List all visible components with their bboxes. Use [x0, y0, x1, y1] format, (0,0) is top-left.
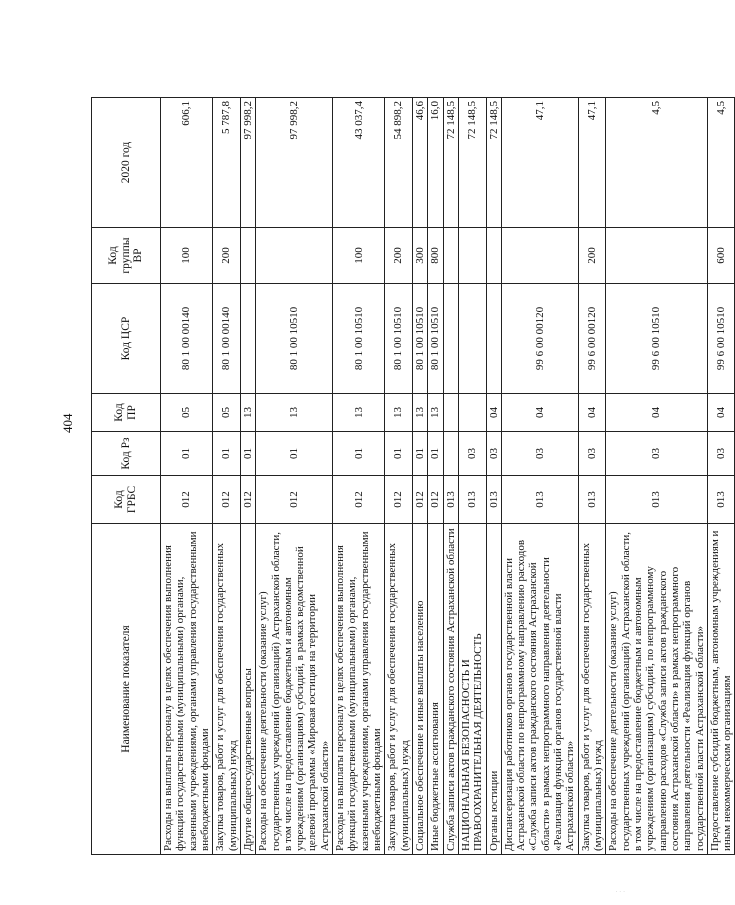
cell-rz: 01 [256, 432, 333, 476]
cell-vr [501, 228, 578, 284]
table-row [486, 98, 501, 855]
header-grbs: Код ГРБС [92, 476, 161, 524]
cell-value: 97 998,2 [240, 98, 255, 228]
cell-name: Расходы на выплаты персоналу в целях обеспечения выполнения функций государственными (муниципальными) органами, казенными учреждениями, органами управления государственными внебюджетными фондами [161, 524, 213, 855]
cell-rz: 01 [333, 432, 385, 476]
cell-name: Расходы на выплаты персоналу в целях обеспечения выполнения функций государственными (муниципальными) органами, казенными учреждениями, органами управления государственными внебюджетными фондами [333, 524, 385, 855]
cell-value: 4,5 [707, 98, 735, 228]
cell-name: Расходы на обеспечение деятельности (оказание услуг) государственных учреждений (организаций) Астраханской области, в том числе на предоставление бюджетным и автономным учреждениям (организациям) субсидий, в рамках ведомственной целевой программы «Мировая юстиция на территории Астраханской области» [256, 524, 333, 855]
cell-rz: 01 [161, 432, 213, 476]
cell-pr [458, 394, 486, 432]
cell-vr: 200 [213, 228, 241, 284]
cell-rz: 01 [240, 432, 255, 476]
cell-csr: 99 6 00 00120 [501, 284, 578, 394]
cell-pr: 05 [161, 394, 213, 432]
cell-grbs: 013 [606, 476, 708, 524]
cell-name: Социальное обеспечение и иные выплаты населению [412, 524, 427, 855]
cell-grbs: 012 [412, 476, 427, 524]
budget-table [91, 97, 735, 855]
table-row [213, 98, 241, 855]
cell-grbs: 012 [240, 476, 255, 524]
header-rz: Код Рз [92, 432, 161, 476]
cell-rz: 03 [458, 432, 486, 476]
table-row [161, 98, 213, 855]
header-csr: Код ЦСР [92, 284, 161, 394]
table-row [458, 98, 486, 855]
cell-rz: 03 [707, 432, 735, 476]
cell-csr: 80 1 00 10510 [333, 284, 385, 394]
cell-rz: 01 [213, 432, 241, 476]
cell-pr: 13 [428, 394, 443, 432]
table-row [428, 98, 443, 855]
cell-vr [458, 228, 486, 284]
cell-value: 5 787,8 [213, 98, 241, 228]
cell-csr: 80 1 00 00140 [213, 284, 241, 394]
cell-csr [240, 284, 255, 394]
cell-pr: 13 [240, 394, 255, 432]
cell-name: Закупка товаров, работ и услуг для обеспечения государственных (муниципальных) нужд [213, 524, 241, 855]
cell-pr: 04 [707, 394, 735, 432]
cell-csr [486, 284, 501, 394]
cell-name: Органы юстиции [486, 524, 501, 855]
cell-name: Служба записи актов гражданского состояния Астраханской области [443, 524, 458, 855]
cell-pr: 13 [412, 394, 427, 432]
header-row [92, 98, 161, 855]
cell-value: 54 898,2 [385, 98, 413, 228]
cell-csr: 80 1 00 10510 [412, 284, 427, 394]
cell-value: 72 148,5 [458, 98, 486, 228]
cell-value: 72 148,5 [443, 98, 458, 228]
cell-rz: 03 [578, 432, 606, 476]
cell-grbs: 012 [256, 476, 333, 524]
cell-vr: 200 [578, 228, 606, 284]
cell-vr: 100 [161, 228, 213, 284]
cell-value: 606,1 [161, 98, 213, 228]
cell-name: Расходы на обеспечение деятельности (оказание услуг) государственных учреждений (организаций) Астраханской области, в том числе на предоставление бюджетным и автономным учреждениям (организациям) субсидий, по непрограммному направлению расходов «Служба записи актов гражданского состояния Астраханской области» в рамках непрограммного направления деятельности «Реализация функций органов государственной власти Астраханской области» [606, 524, 708, 855]
cell-vr: 200 [385, 228, 413, 284]
cell-vr [606, 228, 708, 284]
table-row [578, 98, 606, 855]
cell-pr [443, 394, 458, 432]
cell-name: Другие общегосударственные вопросы [240, 524, 255, 855]
cell-value: 43 037,4 [333, 98, 385, 228]
cell-grbs: 012 [385, 476, 413, 524]
cell-csr: 99 6 00 00120 [578, 284, 606, 394]
cell-grbs: 013 [707, 476, 735, 524]
cell-vr: 800 [428, 228, 443, 284]
table-row [606, 98, 708, 855]
cell-csr: 99 6 00 10510 [606, 284, 708, 394]
cell-csr: 80 1 00 10510 [428, 284, 443, 394]
rotated-table-wrapper [91, 98, 734, 855]
cell-rz: 01 [412, 432, 427, 476]
cell-value: 72 148,5 [486, 98, 501, 228]
cell-grbs: 013 [458, 476, 486, 524]
cell-vr [240, 228, 255, 284]
cell-pr: 13 [385, 394, 413, 432]
page-number: 404 [60, 413, 75, 433]
cell-name: НАЦИОНАЛЬНАЯ БЕЗОПАСНОСТЬ И ПРАВООХРАНИТЕЛЬНАЯ ДЕЯТЕЛЬНОСТЬ [458, 524, 486, 855]
cell-value: 47,1 [578, 98, 606, 228]
cell-name: Предоставление субсидий бюджетным, автономным учреждениям и иным некоммерческим организациям [707, 524, 735, 855]
cell-rz: 03 [486, 432, 501, 476]
cell-vr [443, 228, 458, 284]
cell-name: Закупка товаров, работ и услуг для обеспечения государственных (муниципальных) нужд [385, 524, 413, 855]
cell-pr: 04 [606, 394, 708, 432]
cell-csr: 80 1 00 10510 [256, 284, 333, 394]
cell-value: 4,5 [606, 98, 708, 228]
cell-pr: 13 [333, 394, 385, 432]
cell-pr: 13 [256, 394, 333, 432]
table-body [161, 98, 735, 855]
cell-grbs: 012 [213, 476, 241, 524]
cell-name: Диспансеризация работников органов государственной власти Астраханской области по непрограммному направлению расходов «Служба записи актов гражданского состояния Астраханской области» в рамках непрограммного направления деятельности «Реализация функций органов государственной власти Астраханской области» [501, 524, 578, 855]
cell-rz: 01 [385, 432, 413, 476]
cell-grbs: 013 [443, 476, 458, 524]
cell-vr [486, 228, 501, 284]
cell-vr [256, 228, 333, 284]
cell-vr: 300 [412, 228, 427, 284]
table-row [256, 98, 333, 855]
cell-grbs: 013 [486, 476, 501, 524]
cell-grbs: 013 [501, 476, 578, 524]
table-row [412, 98, 427, 855]
cell-csr: 80 1 00 10510 [385, 284, 413, 394]
cell-name: Иные бюджетные ассигнования [428, 524, 443, 855]
cell-pr: 04 [486, 394, 501, 432]
cell-pr: 05 [213, 394, 241, 432]
table-row [443, 98, 458, 855]
cell-csr: 99 6 00 10510 [707, 284, 735, 394]
cell-rz: 01 [428, 432, 443, 476]
table-row [501, 98, 578, 855]
cell-rz: 03 [501, 432, 578, 476]
cell-name: Закупка товаров, работ и услуг для обеспечения государственных (муниципальных) нужд [578, 524, 606, 855]
cell-vr: 100 [333, 228, 385, 284]
table-row [385, 98, 413, 855]
header-year: 2020 год [92, 98, 161, 228]
cell-csr [458, 284, 486, 394]
cell-value: 97 998,2 [256, 98, 333, 228]
cell-value: 46,6 [412, 98, 427, 228]
cell-grbs: 012 [333, 476, 385, 524]
cell-pr: 04 [501, 394, 578, 432]
cell-pr: 04 [578, 394, 606, 432]
cell-grbs: 012 [428, 476, 443, 524]
header-name: Наименование показателя [92, 524, 161, 855]
table-header [92, 98, 161, 855]
cell-rz: 03 [606, 432, 708, 476]
cell-value: 16,0 [428, 98, 443, 228]
table-row [240, 98, 255, 855]
cell-grbs: 013 [578, 476, 606, 524]
scan-mark: · · · [615, 889, 625, 896]
cell-vr: 600 [707, 228, 735, 284]
cell-grbs: 012 [161, 476, 213, 524]
cell-csr: 80 1 00 00140 [161, 284, 213, 394]
header-vr: Код группы ВР [92, 228, 161, 284]
table-row [333, 98, 385, 855]
cell-value: 47,1 [501, 98, 578, 228]
table-row [707, 98, 735, 855]
cell-csr [443, 284, 458, 394]
cell-rz [443, 432, 458, 476]
header-pr: Код ПР [92, 394, 161, 432]
